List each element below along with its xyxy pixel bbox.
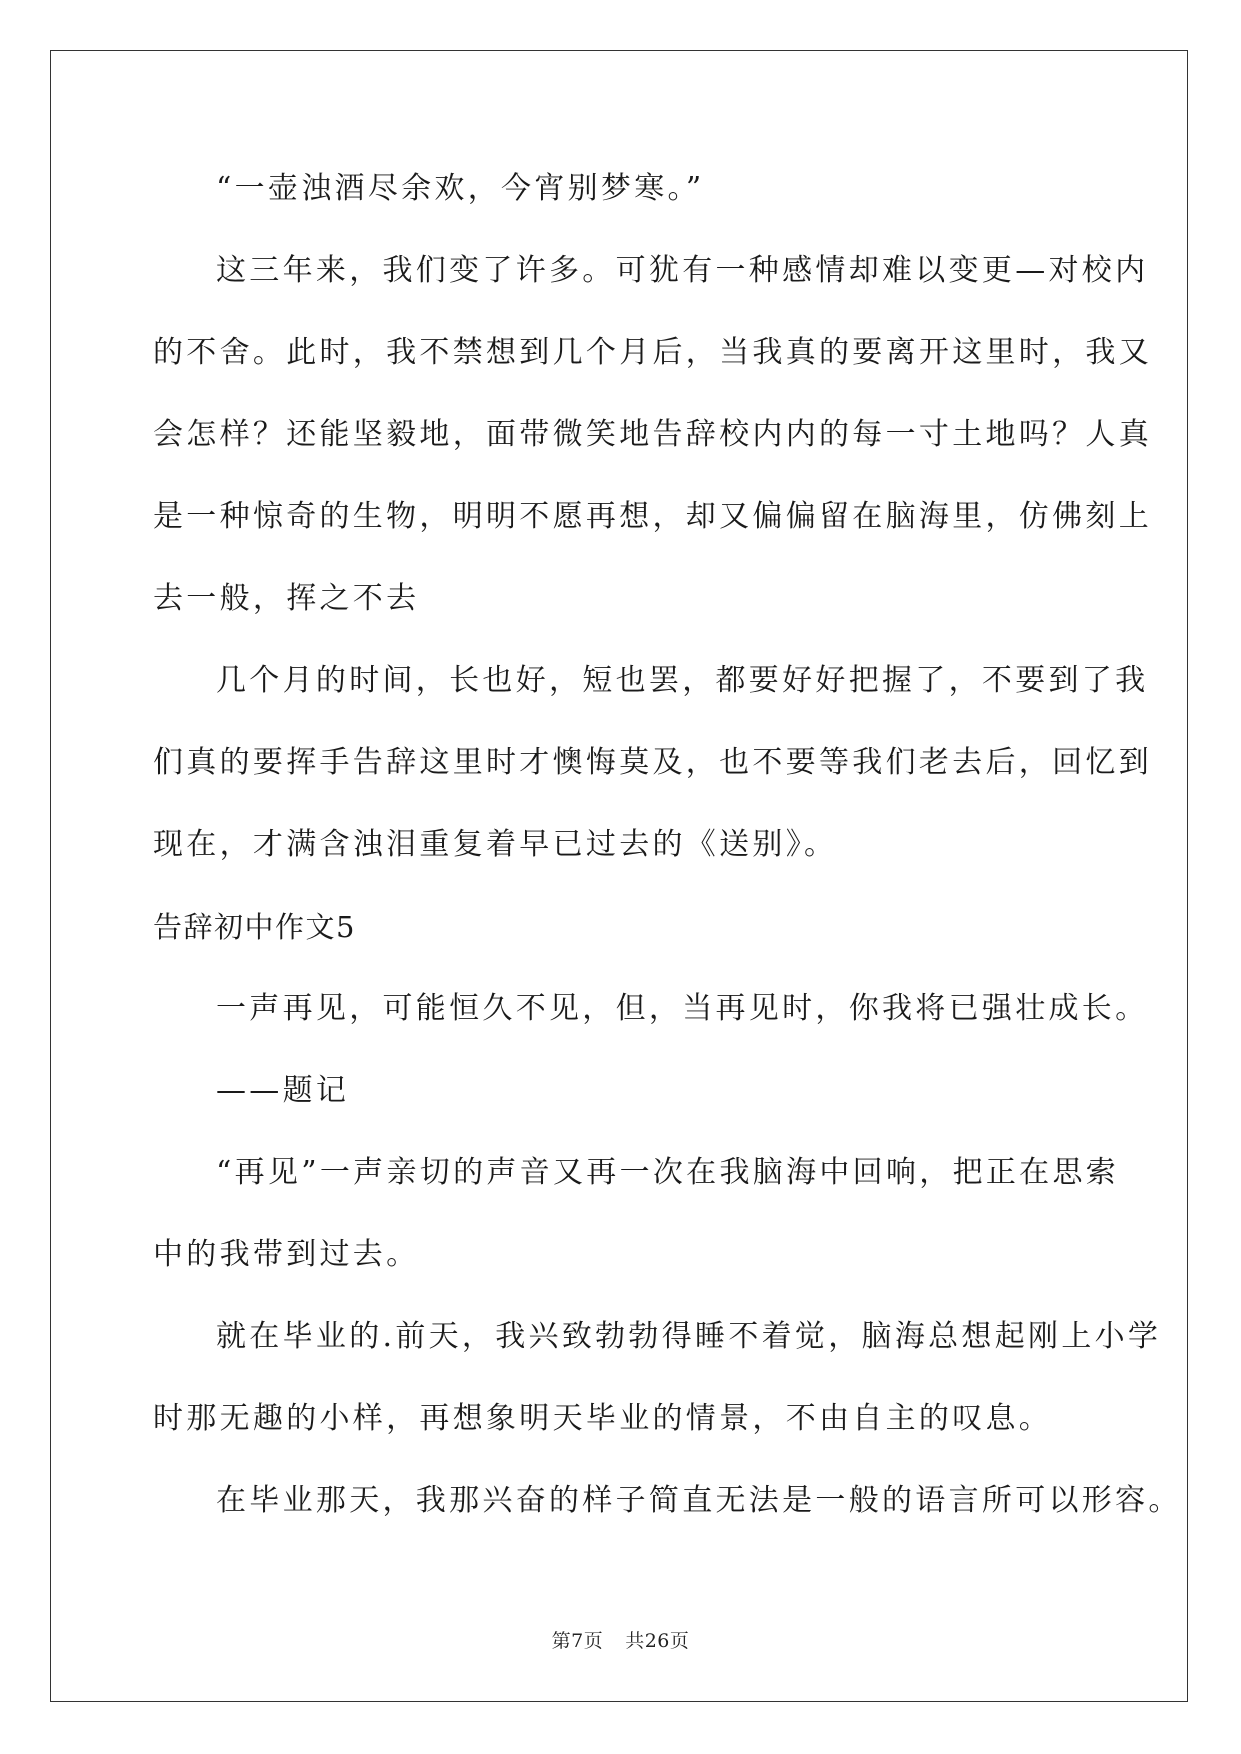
paragraph-line: 是一种惊奇的生物，明明不愿再想，却又偏偏留在脑海里，仿佛刻上 bbox=[153, 499, 1152, 534]
paragraph-line: 现在，才满含浊泪重复着早已过去的《送别》。 bbox=[153, 827, 838, 862]
paragraph-line: 时那无趣的小样，再想象明天毕业的情景，不由自主的叹息。 bbox=[153, 1401, 1053, 1436]
paragraph-line: “再见”一声亲切的声音又再一次在我脑海中回响，把正在思索 bbox=[216, 1155, 1120, 1190]
page-total: 共26页 bbox=[625, 1630, 690, 1652]
page-footer bbox=[0, 1626, 1241, 1653]
paragraph-line: “一壶浊酒尽余欢，今宵别梦寒。” bbox=[216, 171, 705, 206]
paragraph-line: 中的我带到过去。 bbox=[153, 1237, 420, 1272]
paragraph-line: 会怎样？还能坚毅地，面带微笑地告辞校内内的每一寸土地吗？人真 bbox=[153, 417, 1152, 452]
paragraph-line: 就在毕业的.前天，我兴致勃勃得睡不着觉，脑海总想起刚上小学 bbox=[216, 1319, 1162, 1354]
paragraph-line: 几个月的时间，长也好，短也罢，都要好好把握了，不要到了我 bbox=[216, 663, 1149, 698]
paragraph-line: 这三年来，我们变了许多。可犹有一种感情却难以变更—对校内 bbox=[216, 253, 1149, 288]
section-heading: 告辞初中作文5 bbox=[153, 910, 356, 944]
epigraph-attribution: ——题记 bbox=[216, 1073, 350, 1108]
page-number: 第7页 bbox=[551, 1630, 604, 1652]
paragraph-line: 在毕业那天，我那兴奋的样子简直无法是一般的语言所可以形容。 bbox=[216, 1483, 1182, 1518]
paragraph-line: 去一般，挥之不去 bbox=[153, 581, 420, 616]
document-body bbox=[153, 148, 1182, 1542]
paragraph-line: 一声再见，可能恒久不见，但，当再见时，你我将已强壮成长。 bbox=[216, 991, 1149, 1026]
paragraph-line: 们真的要挥手告辞这里时才懊悔莫及，也不要等我们老去后，回忆到 bbox=[153, 745, 1152, 780]
paragraph-line: 的不舍。此时，我不禁想到几个月后，当我真的要离开这里时，我又 bbox=[153, 335, 1152, 370]
